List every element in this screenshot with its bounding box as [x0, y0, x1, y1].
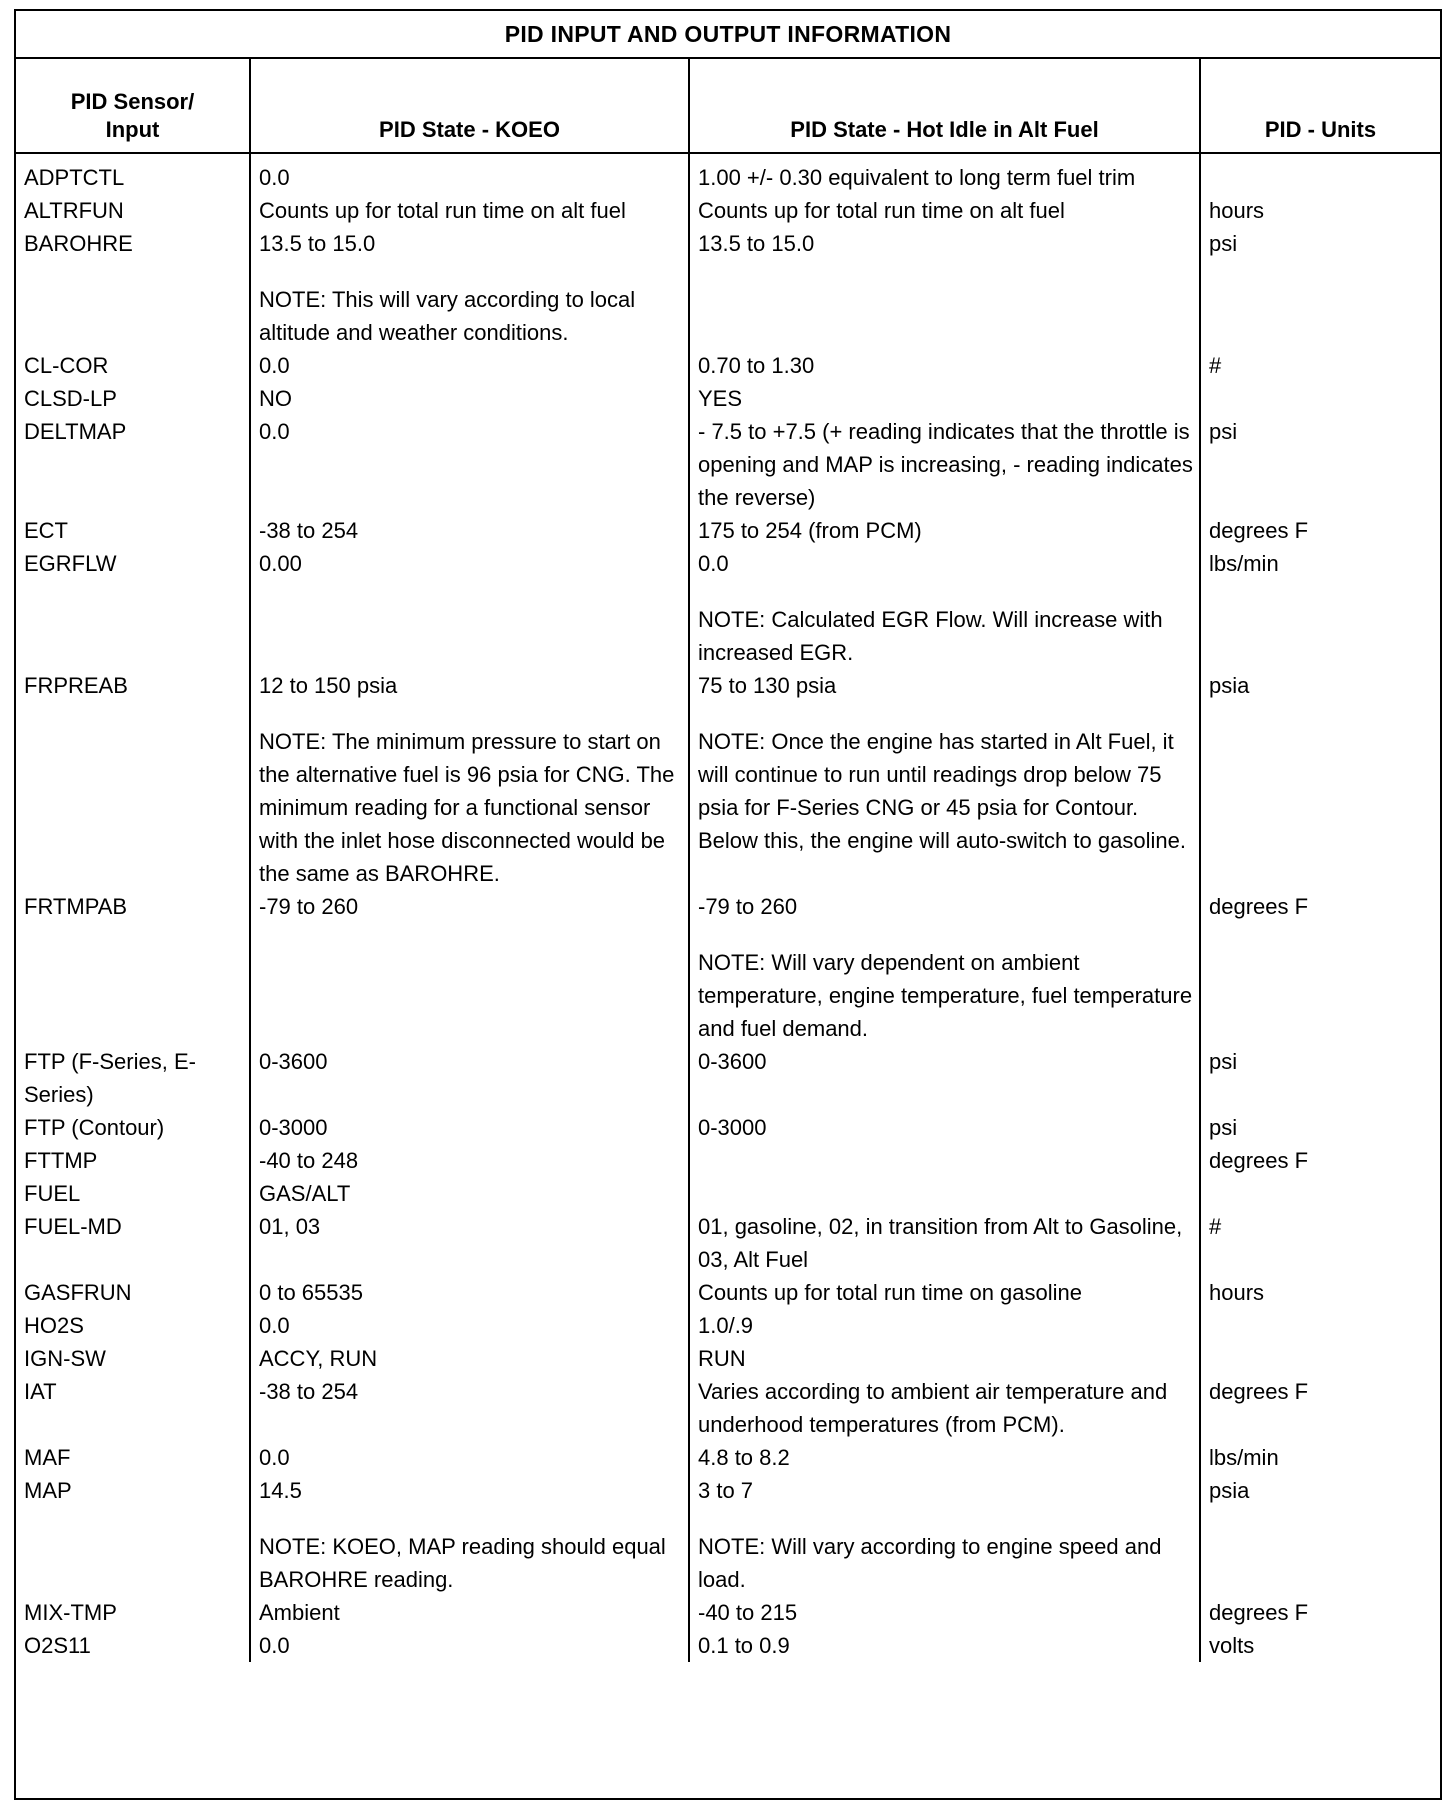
table-row [16, 1375, 1440, 1441]
table-body [16, 153, 1440, 1662]
cell-hot-idle [689, 514, 1200, 547]
cell-hot-idle [689, 1144, 1200, 1177]
cell-koeo-note: NOTE: The minimum pressure to start on the alternative fuel is 96 psia for CNG. The minimum reading for a functional sensor with the inlet hose disconnected would be the same as BAROHRE. [259, 729, 675, 886]
cell-hot-idle [689, 1276, 1200, 1309]
cell-koeo [250, 1210, 689, 1276]
cell-koeo [250, 1474, 689, 1596]
cell-units-value: volts [1209, 1633, 1255, 1658]
cell-hot-idle-value: Varies according to ambient air temperature and underhood temperatures (from PCM). [698, 1379, 1168, 1437]
cell-units-value: degrees F [1209, 1600, 1309, 1625]
table-row [16, 227, 1440, 349]
cell-pid [16, 1375, 250, 1441]
cell-pid [16, 227, 250, 349]
cell-koeo [250, 349, 689, 382]
cell-hot-idle [689, 547, 1200, 669]
cell-hot-idle [689, 1375, 1200, 1441]
document-title: PID INPUT AND OUTPUT INFORMATION [16, 11, 1440, 59]
cell-koeo-note: NOTE: This will vary according to local altitude and weather conditions. [259, 287, 636, 345]
cell-pid [16, 1276, 250, 1309]
cell-units-value: lbs/min [1209, 1445, 1279, 1470]
cell-pid-value: MAF [24, 1445, 71, 1470]
cell-hot-idle-value: Counts up for total run time on alt fuel [698, 198, 1065, 223]
cell-koeo-value: 0 to 65535 [259, 1280, 363, 1305]
cell-units-value: psi [1209, 1115, 1238, 1140]
table-row [16, 547, 1440, 669]
cell-pid-value: GASFRUN [24, 1280, 132, 1305]
cell-pid-value: ADPTCTL [24, 165, 125, 190]
cell-units [1200, 514, 1440, 547]
cell-hot-idle [689, 1309, 1200, 1342]
cell-hot-idle [689, 382, 1200, 415]
cell-pid-value: BAROHRE [24, 231, 133, 256]
cell-koeo-note: NOTE: KOEO, MAP reading should equal BAROHRE reading. [259, 1534, 666, 1592]
cell-hot-idle [689, 1342, 1200, 1375]
cell-pid [16, 1342, 250, 1375]
cell-hot-idle-value: 01, gasoline, 02, in transition from Alt to Gasoline, 03, Alt Fuel [698, 1214, 1183, 1272]
table-row [16, 514, 1440, 547]
cell-hot-idle [689, 227, 1200, 349]
table-row [16, 1441, 1440, 1474]
cell-units [1200, 1045, 1440, 1111]
cell-koeo [250, 1309, 689, 1342]
table-row [16, 1144, 1440, 1177]
cell-hot-idle [689, 1474, 1200, 1596]
cell-hot-idle [689, 1177, 1200, 1210]
cell-pid-value: FRPREAB [24, 673, 128, 698]
cell-hot-idle [689, 194, 1200, 227]
cell-units-value: psia [1209, 673, 1250, 698]
cell-hot-idle-value: 0-3600 [698, 1049, 767, 1074]
cell-hot-idle [689, 1596, 1200, 1629]
cell-hot-idle [689, 890, 1200, 1045]
cell-units [1200, 227, 1440, 349]
cell-pid-value: ECT [24, 518, 68, 543]
cell-pid [16, 1441, 250, 1474]
cell-pid [16, 153, 250, 194]
cell-units-value: lbs/min [1209, 551, 1279, 576]
cell-koeo-value: 0.00 [259, 551, 302, 576]
cell-units-value: # [1209, 353, 1222, 378]
cell-pid [16, 1629, 250, 1662]
cell-pid [16, 1309, 250, 1342]
cell-koeo-value: 0.0 [259, 165, 290, 190]
cell-koeo-value: -38 to 254 [259, 1379, 359, 1404]
cell-pid-value: FTP (F-Series, E-Series) [24, 1049, 196, 1107]
cell-pid [16, 1474, 250, 1596]
cell-koeo [250, 890, 689, 1045]
cell-hot-idle-value: 175 to 254 (from PCM) [698, 518, 922, 543]
cell-pid [16, 514, 250, 547]
cell-koeo-value: 01, 03 [259, 1214, 321, 1239]
cell-koeo [250, 415, 689, 514]
cell-units-value: hours [1209, 1280, 1265, 1305]
cell-pid-value: CL-COR [24, 353, 109, 378]
cell-hot-idle-value: -40 to 215 [698, 1600, 798, 1625]
table-row [16, 349, 1440, 382]
cell-units [1200, 669, 1440, 890]
cell-pid [16, 1111, 250, 1144]
cell-pid-value: HO2S [24, 1313, 84, 1338]
cell-pid-value: IAT [24, 1379, 57, 1404]
cell-hot-idle-value: 3 to 7 [698, 1478, 754, 1503]
cell-koeo [250, 1111, 689, 1144]
cell-units [1200, 153, 1440, 194]
cell-koeo [250, 669, 689, 890]
cell-units-value: # [1209, 1214, 1222, 1239]
cell-units [1200, 1144, 1440, 1177]
cell-koeo-value: -40 to 248 [259, 1148, 359, 1173]
cell-units-value: psi [1209, 419, 1238, 444]
cell-hot-idle-value: 4.8 to 8.2 [698, 1445, 790, 1470]
cell-hot-idle-value: 1.0/.9 [698, 1313, 754, 1338]
cell-hot-idle [689, 415, 1200, 514]
cell-units-value: degrees F [1209, 1379, 1309, 1404]
table-row [16, 1210, 1440, 1276]
cell-koeo-value: 0.0 [259, 1633, 290, 1658]
cell-pid-value: MIX-TMP [24, 1600, 117, 1625]
cell-koeo [250, 1342, 689, 1375]
table-row [16, 1177, 1440, 1210]
cell-koeo [250, 1375, 689, 1441]
cell-pid [16, 415, 250, 514]
cell-units-value: degrees F [1209, 894, 1309, 919]
cell-hot-idle-note: NOTE: Will vary according to engine speed and load. [698, 1534, 1162, 1592]
cell-hot-idle-value: Counts up for total run time on gasoline [698, 1280, 1083, 1305]
cell-hot-idle-value: 0.0 [698, 551, 729, 576]
table-row [16, 1596, 1440, 1629]
cell-koeo-value: Counts up for total run time on alt fuel [259, 198, 626, 223]
cell-pid-value: CLSD-LP [24, 386, 117, 411]
cell-pid-value: FRTMPAB [24, 894, 128, 919]
header-hot-idle: PID State - Hot Idle in Alt Fuel [689, 59, 1200, 153]
cell-units [1200, 415, 1440, 514]
cell-koeo [250, 1441, 689, 1474]
cell-koeo-value: ACCY, RUN [259, 1346, 378, 1371]
cell-koeo-value: GAS/ALT [259, 1181, 351, 1206]
cell-koeo-value: 0.0 [259, 1313, 290, 1338]
pid-document [14, 9, 1442, 1800]
cell-pid [16, 1144, 250, 1177]
pid-table [16, 59, 1440, 1662]
cell-koeo-value: 12 to 150 psia [259, 673, 398, 698]
cell-units [1200, 349, 1440, 382]
cell-units [1200, 1309, 1440, 1342]
cell-koeo [250, 194, 689, 227]
cell-units-value: degrees F [1209, 518, 1309, 543]
cell-koeo-value: -38 to 254 [259, 518, 359, 543]
table-row [16, 415, 1440, 514]
cell-units [1200, 194, 1440, 227]
cell-hot-idle-value: - 7.5 to +7.5 (+ reading indicates that the throttle is opening and MAP is increasing, - reading indicates the reverse) [698, 419, 1193, 510]
cell-pid [16, 194, 250, 227]
cell-hot-idle-value: 0-3000 [698, 1115, 767, 1140]
cell-pid-value: ALTRFUN [24, 198, 124, 223]
cell-hot-idle-value: YES [698, 386, 743, 411]
cell-hot-idle-value: RUN [698, 1346, 746, 1371]
cell-koeo [250, 1045, 689, 1111]
cell-units-value: hours [1209, 198, 1265, 223]
cell-pid [16, 349, 250, 382]
cell-hot-idle-value: 13.5 to 15.0 [698, 231, 815, 256]
header-units: PID - Units [1200, 59, 1440, 153]
cell-units [1200, 1474, 1440, 1596]
cell-units [1200, 1596, 1440, 1629]
cell-koeo-value: 0-3600 [259, 1049, 328, 1074]
cell-pid [16, 1045, 250, 1111]
cell-hot-idle-value: 0.70 to 1.30 [698, 353, 815, 378]
cell-hot-idle-value: -79 to 260 [698, 894, 798, 919]
cell-pid [16, 1596, 250, 1629]
cell-pid-value: DELTMAP [24, 419, 127, 444]
cell-pid-value: FTTMP [24, 1148, 98, 1173]
cell-koeo [250, 514, 689, 547]
cell-units [1200, 382, 1440, 415]
cell-pid [16, 1177, 250, 1210]
cell-koeo [250, 227, 689, 349]
cell-koeo [250, 1629, 689, 1662]
cell-units-value: psi [1209, 231, 1238, 256]
cell-units [1200, 890, 1440, 1045]
cell-units-value: degrees F [1209, 1148, 1309, 1173]
cell-units-value: psia [1209, 1478, 1250, 1503]
cell-koeo [250, 1177, 689, 1210]
cell-hot-idle-value: 75 to 130 psia [698, 673, 837, 698]
cell-units [1200, 547, 1440, 669]
cell-pid [16, 1210, 250, 1276]
header-koeo: PID State - KOEO [250, 59, 689, 153]
cell-koeo [250, 1276, 689, 1309]
cell-hot-idle-value: 1.00 +/- 0.30 equivalent to long term fuel trim [698, 165, 1136, 190]
cell-hot-idle-value: 0.1 to 0.9 [698, 1633, 790, 1658]
cell-hot-idle [689, 1111, 1200, 1144]
cell-pid-value: FUEL [24, 1181, 81, 1206]
cell-koeo [250, 547, 689, 669]
cell-koeo-value: Ambient [259, 1600, 340, 1625]
cell-koeo [250, 153, 689, 194]
cell-koeo-value: 0.0 [259, 353, 290, 378]
cell-units [1200, 1629, 1440, 1662]
cell-pid-value: FTP (Contour) [24, 1115, 165, 1140]
cell-koeo [250, 1596, 689, 1629]
cell-hot-idle [689, 1045, 1200, 1111]
cell-pid-value: EGRFLW [24, 551, 117, 576]
cell-hot-idle [689, 1441, 1200, 1474]
table-row [16, 1276, 1440, 1309]
table-row [16, 669, 1440, 890]
cell-koeo-value: 0-3000 [259, 1115, 328, 1140]
cell-pid-value: IGN-SW [24, 1346, 106, 1371]
table-row [16, 1111, 1440, 1144]
cell-units [1200, 1342, 1440, 1375]
cell-koeo-value: 0.0 [259, 419, 290, 444]
cell-units [1200, 1375, 1440, 1441]
header-pid-sensor: PID Sensor/ Input [16, 59, 250, 153]
cell-units-value: psi [1209, 1049, 1238, 1074]
table-row [16, 194, 1440, 227]
cell-koeo-value: 14.5 [259, 1478, 302, 1503]
cell-koeo-value: -79 to 260 [259, 894, 359, 919]
cell-koeo-value: 0.0 [259, 1445, 290, 1470]
table-row [16, 1045, 1440, 1111]
cell-koeo-value: NO [259, 386, 292, 411]
cell-hot-idle-note: NOTE: Calculated EGR Flow. Will increase with increased EGR. [698, 607, 1163, 665]
cell-koeo [250, 1144, 689, 1177]
cell-pid [16, 890, 250, 1045]
cell-hot-idle [689, 1629, 1200, 1662]
cell-pid [16, 382, 250, 415]
table-row [16, 890, 1440, 1045]
cell-hot-idle [689, 349, 1200, 382]
cell-koeo-value: 13.5 to 15.0 [259, 231, 376, 256]
cell-pid-value: MAP [24, 1478, 72, 1503]
cell-pid [16, 547, 250, 669]
cell-units [1200, 1276, 1440, 1309]
table-row [16, 1629, 1440, 1662]
cell-hot-idle [689, 669, 1200, 890]
table-row [16, 1309, 1440, 1342]
cell-hot-idle [689, 153, 1200, 194]
header-row [16, 59, 1440, 153]
cell-units [1200, 1441, 1440, 1474]
table-row [16, 1342, 1440, 1375]
cell-units [1200, 1210, 1440, 1276]
cell-pid-value: O2S11 [24, 1633, 91, 1658]
cell-hot-idle [689, 1210, 1200, 1276]
table-row [16, 382, 1440, 415]
table-row [16, 153, 1440, 194]
cell-koeo [250, 382, 689, 415]
table-row [16, 1474, 1440, 1596]
cell-pid [16, 669, 250, 890]
cell-hot-idle-note: NOTE: Once the engine has started in Alt Fuel, it will continue to run until readings drop below 75 psia for F-Series CNG or 45 psia for Contour. Below this, the engine will auto-switch to gasoline. [698, 729, 1186, 853]
cell-units [1200, 1111, 1440, 1144]
cell-units [1200, 1177, 1440, 1210]
cell-hot-idle-note: NOTE: Will vary dependent on ambient temperature, engine temperature, fuel temperature and fuel demand. [698, 950, 1193, 1041]
cell-pid-value: FUEL-MD [24, 1214, 122, 1239]
